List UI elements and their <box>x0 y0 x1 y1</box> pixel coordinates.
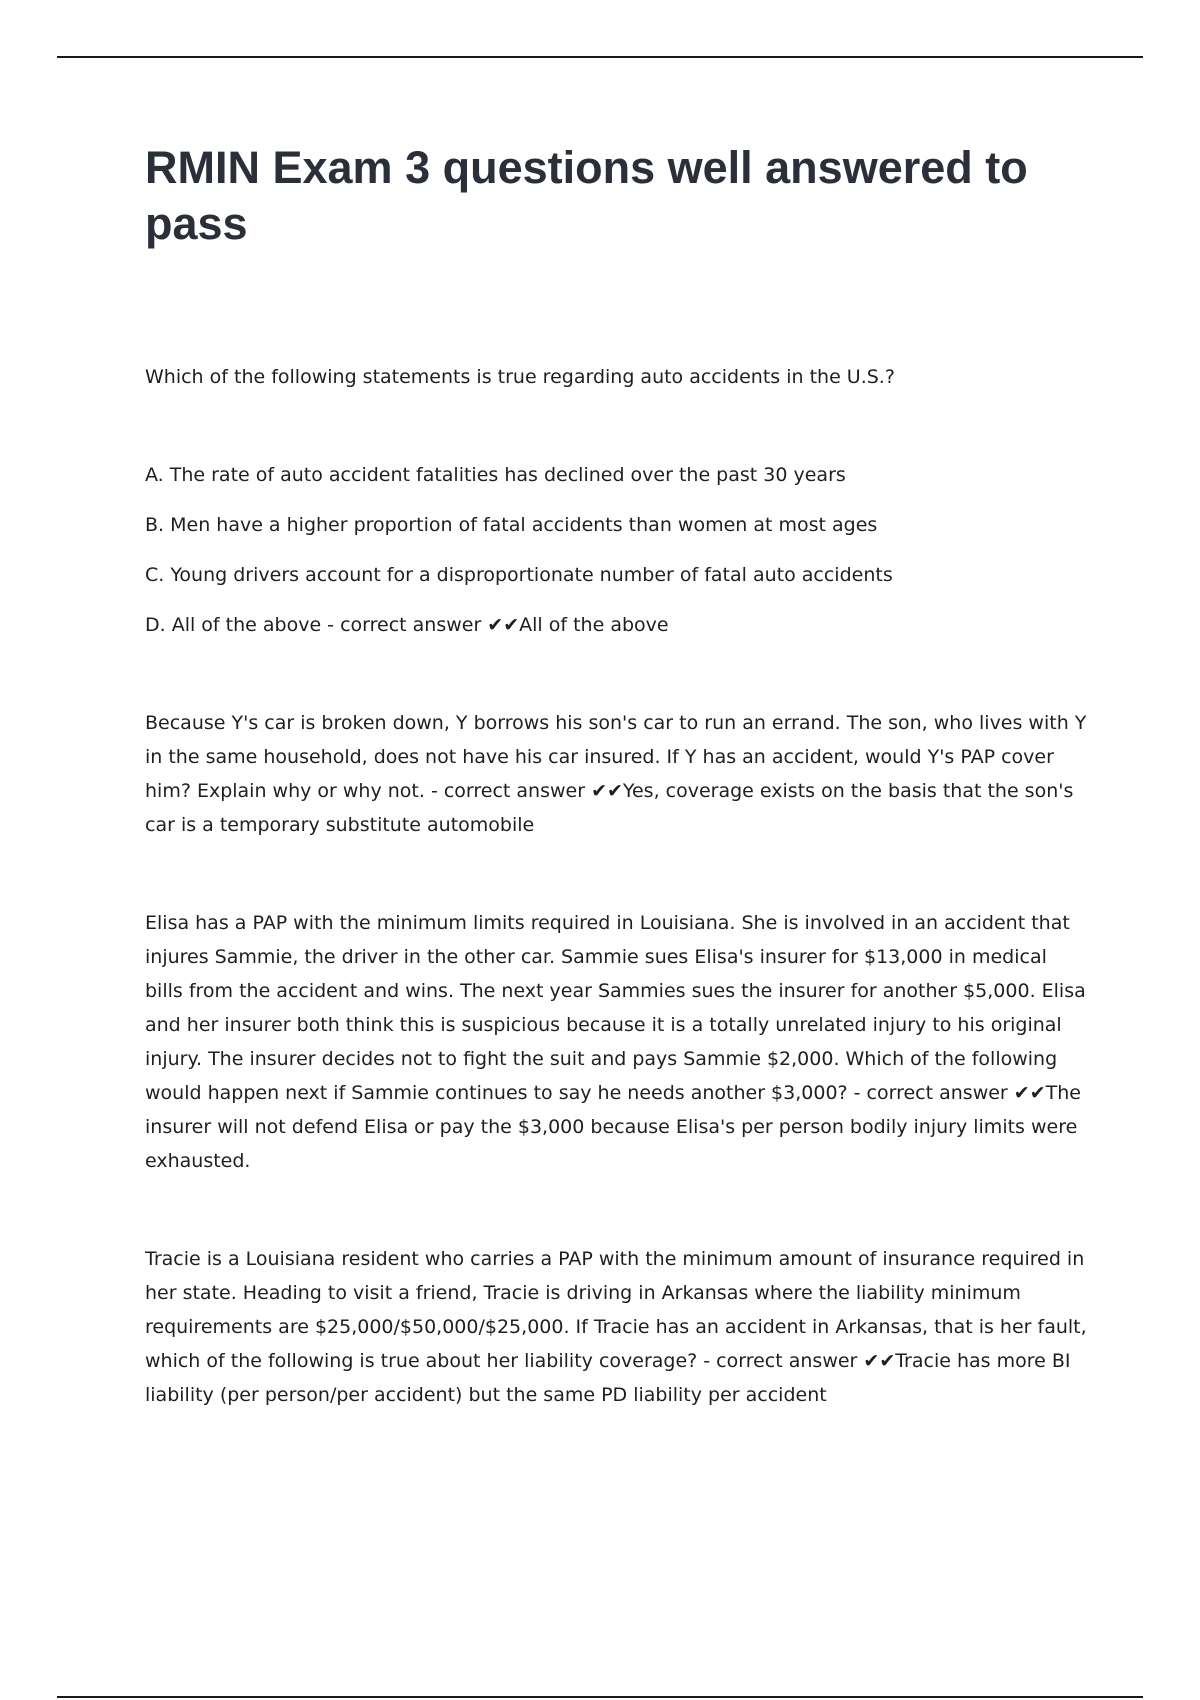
question-3: Elisa has a PAP with the minimum limits required in Louisiana. She is involved in an accident that injures Sammie, the driver in the other car. Sammie sues Elisa's insurer for $13,000 in medical bills from the accident and wins. The next year Sammies sues the insurer for another $5,000. Elisa and her insurer both think this is suspicious because it is a totally unrelated injury to his original injury. The insurer decides not to fight the suit and pays Sammie $2,000. Which of the following would happen next if Sammie continues to say he needs another $3,000? - correct answer ✔✔The insurer will not defend Elisa or pay the $3,000 because Elisa's per person bodily injury limits were exhausted. <box>145 912 1086 1172</box>
document-body <box>145 140 1090 1412</box>
question-1-options <box>145 458 1090 642</box>
question-4: Tracie is a Louisiana resident who carries a PAP with the minimum amount of insurance required in her state. Heading to visit a friend, Tracie is driving in Arkansas where the liability minimum requirements are $25,000/$50,000/$25,000. If Tracie has an accident in Arkansas, that is her fault, which of the following is true about her liability coverage? - correct answer ✔✔Tracie has more BI liability (per person/per accident) but the same PD liability per accident <box>145 1248 1087 1406</box>
question-1-option-d: D. All of the above - correct answer ✔✔All of the above <box>145 614 669 636</box>
question-1-option-b: B. Men have a higher proportion of fatal accidents than women at most ages <box>145 514 878 536</box>
bottom-rule <box>57 1696 1143 1698</box>
question-2: Because Y's car is broken down, Y borrows his son's car to run an errand. The son, who lives with Y in the same household, does not have his car insured. If Y has an accident, would Y's PAP cover him? Explain why or why not. - correct answer ✔✔Yes, coverage exists on the basis that the son's car is a temporary substitute automobile <box>145 712 1087 836</box>
top-rule <box>57 56 1143 58</box>
document-title: RMIN Exam 3 questions well answered to pass <box>145 142 1028 249</box>
question-1-stem: Which of the following statements is true regarding auto accidents in the U.S.? <box>145 366 895 388</box>
question-1-option-c: C. Young drivers account for a disproportionate number of fatal auto accidents <box>145 564 893 586</box>
question-1-option-a: A. The rate of auto accident fatalities has declined over the past 30 years <box>145 464 846 486</box>
